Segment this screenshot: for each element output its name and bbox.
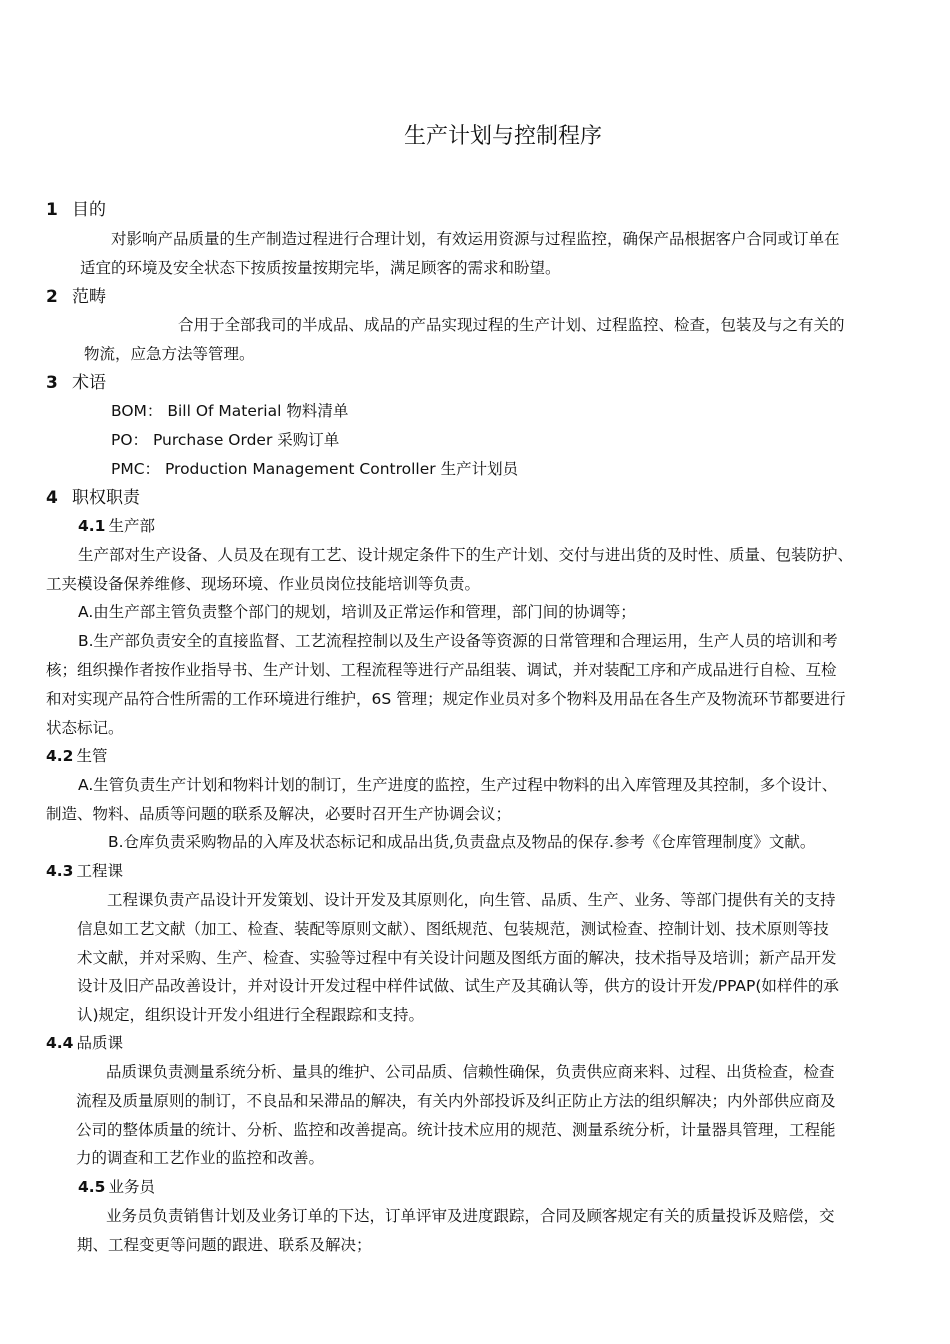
section-title: 术语 [72, 373, 106, 393]
paragraph-line: 设计及旧产品改善设计，并对设计开发过程中样件试做、试生产及其确认等，供方的设计开发/PPAP(如样件的承 [77, 977, 839, 995]
paragraph-line: 生产部对生产设备、人员及在现有工艺、设计规定条件下的生产计划、交付与进出货的及时性、质量、包装防护、 [78, 546, 854, 564]
subsection-number: 4.1 [78, 517, 106, 535]
section-title: 目的 [72, 200, 106, 220]
paragraph-line: 工程课负责产品设计开发策划、设计开发及其原则化，向生管、品质、生产、业务、等部门提供有关的支持 [107, 891, 836, 909]
paragraph-line: 信息如工艺文献（加工、检查、装配等原则文献）、图纸规范、包装规范，测试检查、控制计划、技术原则等技 [77, 920, 829, 938]
paragraph-line: 公司的整体质量的统计、分析、监控和改善提高。统计技术应用的规范、测量系统分析，计量器具管理，工程能 [76, 1121, 836, 1139]
paragraph-line: 对影响产品质量的生产制造过程进行合理计划，有效运用资源与过程监控，确保产品根据客户合同或订单在 [111, 230, 840, 248]
section-number: 2 [46, 287, 58, 307]
subsection-4-1-heading [78, 515, 155, 537]
paragraph-line: A.生管负责生产计划和物料计划的制订，生产进度的监控，生产过程中物料的出入库管理及其控制，多个设计、 [78, 776, 838, 794]
term-definition: BOM： Bill Of Material 物料清单 [111, 402, 349, 420]
subsection-title: 生管 [76, 747, 108, 765]
paragraph-line: 核；组织操作者按作业指导书、生产计划、工程流程等进行产品组装、调试，并对装配工序和产成品进行自检、互检 [46, 661, 837, 679]
paragraph-line: A.由生产部主管负责整个部门的规划，培训及正常运作和管理，部门间的协调等； [78, 603, 636, 621]
subsection-4-4-heading [46, 1032, 123, 1054]
paragraph-line: 期、工程变更等问题的跟进、联系及解决； [77, 1236, 372, 1254]
paragraph-line: 术文献，并对采购、生产、检查、实验等过程中有关设计问题及图纸方面的解决，技术指导及培训；新产品开发 [77, 949, 837, 967]
term-definition: PO： Purchase Order 采购订单 [111, 431, 340, 449]
subsection-number: 4.3 [46, 862, 74, 880]
paragraph-line: 合用于全部我司的半成品、成品的产品实现过程的生产计划、过程监控、检查，包装及与之有关的 [178, 316, 845, 334]
paragraph-line: 适宜的环境及安全状态下按质按量按期完毕，满足顾客的需求和盼望。 [80, 259, 561, 277]
section-2-heading [46, 285, 106, 309]
subsection-number: 4.2 [46, 747, 74, 765]
subsection-title: 品质课 [76, 1034, 123, 1052]
subsection-4-2-heading [46, 745, 107, 767]
section-title: 职权职责 [72, 488, 140, 508]
paragraph-line: 品质课负责测量系统分析、量具的维护、公司品质、信赖性确保，负责供应商来料、过程、出货检查，检查 [106, 1063, 835, 1081]
paragraph-line: 业务员负责销售计划及业务订单的下达，订单评审及进度跟踪，合同及顾客规定有关的质量投诉及赔偿，交 [106, 1207, 835, 1225]
section-number: 3 [46, 373, 58, 393]
section-3-heading [46, 371, 106, 395]
subsection-title: 生产部 [108, 517, 155, 535]
section-1-heading [46, 198, 106, 222]
paragraph-line: B.生产部负责安全的直接监督、工艺流程控制以及生产设备等资源的日常管理和合理运用，生产人员的培训和考 [78, 632, 838, 650]
paragraph-line: 物流，应急方法等管理。 [84, 345, 255, 363]
subsection-number: 4.4 [46, 1034, 74, 1052]
paragraph-line: B.仓库负责采购物品的入库及状态标记和成品出货,负责盘点及物品的保存.参考《仓库管理制度》文献。 [108, 833, 816, 851]
subsection-4-3-heading [46, 860, 123, 882]
subsection-number: 4.5 [78, 1178, 106, 1196]
section-title: 范畴 [72, 287, 106, 307]
paragraph-line: 力的调查和工艺作业的监控和改善。 [76, 1149, 325, 1167]
section-number: 1 [46, 200, 58, 220]
paragraph-line: 制造、物料、品质等问题的联系及解决，必要时召开生产协调会议； [46, 805, 512, 823]
paragraph-line: 流程及质量原则的制订，不良品和呆滞品的解决，有关内外部投诉及纠正防止方法的组织解决；内外部供应商及 [76, 1092, 836, 1110]
term-definition: PMC： Production Management Controller 生产计划员 [111, 460, 519, 478]
subsection-title: 业务员 [108, 1178, 155, 1196]
paragraph-line: 工夹模设备保养维修、现场环境、作业员岗位技能培训等负责。 [46, 575, 481, 593]
page-title: 生产计划与控制程序 [403, 124, 602, 149]
paragraph-line: 和对实现产品符合性所需的工作环境进行维护，6S 管理；规定作业员对多个物料及用品在各生产及物流环节都要进行 [46, 690, 846, 708]
section-4-heading [46, 486, 140, 510]
paragraph-line: 状态标记。 [46, 719, 124, 737]
subsection-title: 工程课 [76, 862, 123, 880]
section-number: 4 [46, 488, 58, 508]
paragraph-line: 认)规定，组织设计开发小组进行全程跟踪和支持。 [77, 1006, 425, 1024]
subsection-4-5-heading [78, 1176, 155, 1198]
